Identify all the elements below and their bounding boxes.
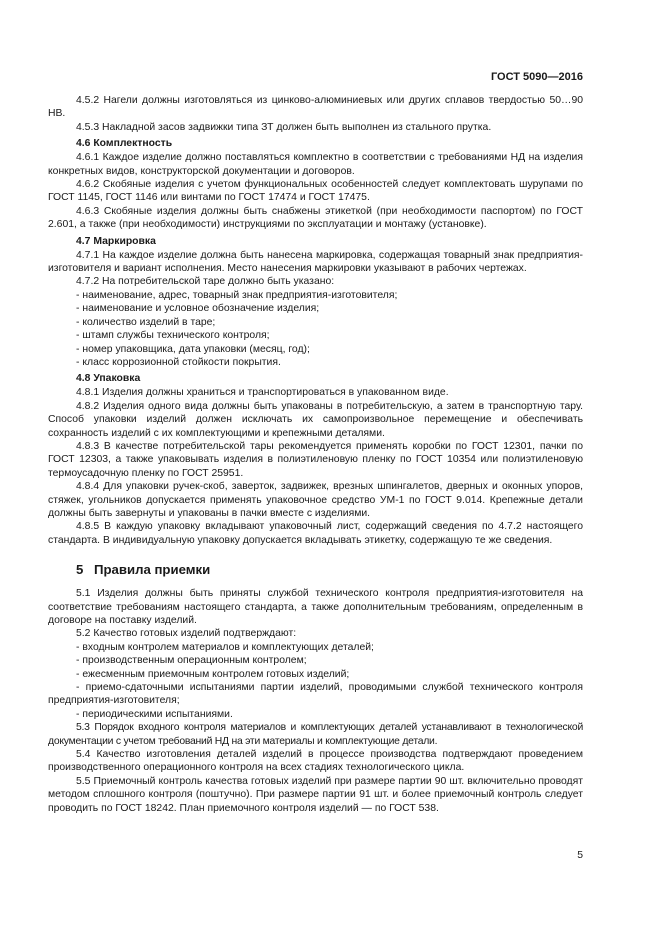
list-item: - класс коррозионной стойкости покрытия. <box>76 356 281 368</box>
paragraph: 4.8.5 В каждую упаковку вкладывают упаковочный лист, содержащий сведения по 4.7.2 настоящего стандарта. В индивидуальную упаковку допускается вкладывать этикетку, содержащую те же сведения. <box>48 521 583 546</box>
subsection-heading: 4.7 Маркировка <box>76 235 156 247</box>
paragraph: 4.5.2 Нагели должны изготовляться из цинково-алюминиевых или других сплавов твердостью 50…90 НВ. <box>48 95 583 120</box>
paragraph: 5.1 Изделия должны быть приняты службой технического контроля предприятия-изготовителя на соответствие требованиям настоящего стандарта, а также дополнительным требованиям, определенным в договоре на поставку изделий. <box>48 588 583 626</box>
paragraph: 5.4 Качество изготовления деталей изделий в процессе производства подтверждают проведением производственного операционного контроля на всех стадиях технологического цикла. <box>48 749 583 774</box>
page-number: 5 <box>577 850 583 861</box>
paragraph: 5.3 Порядок входного контроля материалов и комплектующих деталей устанавливают в технологической документации с учетом требований НД на эти материалы и комплектующие детали. <box>48 722 583 747</box>
paragraph: 4.8.2 Изделия одного вида должны быть упакованы в потребительскую, а затем в транспортную тару. Способ упаковки изделий должен исключать их самопроизвольное перемещение и обеспечивать сохранность изделий с их комплектующими и крепежными деталями. <box>48 400 583 439</box>
paragraph: 4.5.3 Накладной засов задвижки типа ЗТ должен быть выполнен из стального прутка. <box>76 121 492 133</box>
paragraph: 4.6.2 Скобяные изделия с учетом функциональных особенностей следует комплектовать шурупами по ГОСТ 1145, ГОСТ 1146 или винтами по ГОСТ 17474 и ГОСТ 17475. <box>48 179 583 204</box>
list-item: - входным контролем материалов и комплектующих деталей; <box>76 641 374 653</box>
section-heading <box>48 562 583 578</box>
paragraph: - приемо-сдаточными испытаниями партии изделий, проводимыми службой технического контроля предприятия-изготовителя; <box>48 682 583 707</box>
paragraph: 4.8.4 Для упаковки ручек-скоб, заверток, задвижек, врезных шпингалетов, дверных и оконных упоров, стяжек, угольников допускается применять упаковочное средство УМ-1 по ГОСТ 9.014. Крепежные детали должны быть завернуты и упакованы в пачки вместе с изделиями. <box>48 481 583 519</box>
paragraph: 4.6.3 Скобяные изделия должны быть снабжены этикеткой (при необходимости паспортом) по ГОСТ 2.601, а также (при необходимости) инструкциями по эксплуатации и монтажу (установке). <box>48 205 583 231</box>
document-code-header: ГОСТ 5090—2016 <box>490 71 583 83</box>
paragraph: 4.6.1 Каждое изделие должно поставляться комплектно в соответствии с требованиями НД на изделия конкретных видов, конструкторской документации и договоров. <box>48 152 583 177</box>
paragraph: 4.8.1 Изделия должны храниться и транспортироваться в упакованном виде. <box>76 387 449 399</box>
section-title: Правила приемки <box>94 562 211 578</box>
list-item: - номер упаковщика, дата упаковки (месяц, год); <box>76 343 310 355</box>
list-item: - количество изделий в таре; <box>76 316 216 328</box>
list-item: - наименование и условное обозначение изделия; <box>76 303 320 315</box>
subsection-heading: 4.6 Комплектность <box>76 138 173 150</box>
section-number: 5 <box>76 562 84 578</box>
subsection-heading: 4.8 Упаковка <box>76 373 141 385</box>
paragraph: 5.5 Приемочный контроль качества готовых изделий при размере партии 90 шт. включительно проводят методом сплошного контроля (поштучно). При размере партии 91 шт. и более приемочный контроль следует проводить по ГОСТ 18242. План приемочного контроля изделий — по ГОСТ 538. <box>48 775 583 814</box>
list-item: - штамп службы технического контроля; <box>76 330 270 342</box>
paragraph: 4.8.3 В качестве потребительской тары рекомендуется применять коробки по ГОСТ 12301, пачки по ГОСТ 12303, а также упаковывать изделия в полиэтиленовую пленку по ГОСТ 10354 или полиэтиленовую термоусадочную пленку по ГОСТ 25951. <box>48 440 583 479</box>
list-item: - производственным операционным контролем; <box>76 655 307 667</box>
paragraph: 4.7.2 На потребительской таре должно быть указано: <box>76 276 335 288</box>
list-item: - ежесменным приемочным контролем готовых изделий; <box>76 668 350 680</box>
paragraph: 4.7.1 На каждое изделие должна быть нанесена маркировка, содержащая товарный знак предприятия-изготовителя и вариант исполнения. Место нанесения маркировки указывают в рабочих чертежах. <box>48 249 583 275</box>
document-body <box>48 94 583 815</box>
paragraph: 5.2 Качество готовых изделий подтверждают: <box>76 628 297 640</box>
list-item: - наименование, адрес, товарный знак предприятия-изготовителя; <box>76 289 398 301</box>
list-item: - периодическими испытаниями. <box>76 708 233 720</box>
